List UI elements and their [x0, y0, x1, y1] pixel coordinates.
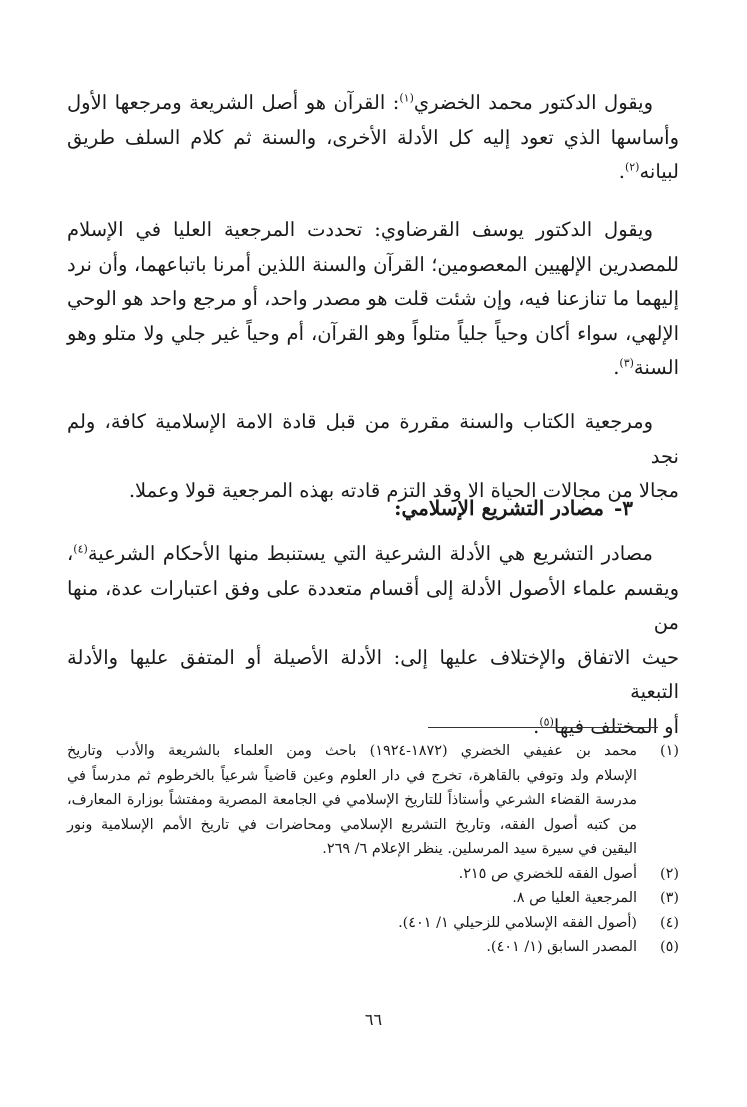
- footnotes: [67, 739, 679, 960]
- text-line: مصادر التشريع هي الأدلة الشرعية التي يستنبط منها الأحكام الشرعية$^{(٤)}$،: [67, 542, 653, 565]
- text-line: مجالا من مجالات الحياة الا وقد التزم قادته بهذه المرجعية قولا وعملا.: [128, 479, 679, 502]
- text-line: ويقول الدكتور يوسف القرضاوي: تحددت المرجعية العليا في الإسلام: [67, 218, 653, 241]
- footnote-number: (٣): [660, 890, 679, 906]
- footnote-line: المصدر السابق (١/ ٤٠١).: [486, 939, 637, 955]
- footnote-number: (٢): [660, 865, 679, 882]
- footnote-line: الإسلام ولد وتوفي بالقاهرة، تخرج في دار العلوم وعين قاضياً شرعياً بالخرطوم ثم مدرساً في: [67, 767, 637, 784]
- text-line: لبيانه$^{(٢)}$.: [618, 160, 679, 183]
- text-line: ويقسم علماء الأصول الأدلة إلى أقسام متعددة على وفق اعتبارات عدة، منها من: [67, 576, 679, 634]
- footnote-ref-3[interactable]: (٣): [619, 356, 634, 370]
- footnote-ref-2[interactable]: (٢): [624, 160, 640, 174]
- page-number: ٦٦: [364, 1010, 383, 1029]
- paragraph-sources: [67, 537, 679, 744]
- footnote-number: (٤): [660, 914, 679, 931]
- footnote-3: [67, 886, 679, 911]
- text-line: السنة$^{(٣)}$.: [613, 356, 679, 379]
- text-line: الإلهي، سواء أكان وحياً جلياً متلواً وهو القرآن، أم وحياً غير جلي ولا متلو وهو: [67, 321, 679, 345]
- text-line: ومرجعية الكتاب والسنة مقررة من قبل قادة الامة الإسلامية كافة، ولم نجد: [67, 410, 679, 468]
- footnote-line: من كتبه أصول الفقه، وتاريخ التشريع الإسلامي ومحاضرات في تاريخ الأمم الإسلامية ونور: [67, 816, 637, 833]
- section-title: مصادر التشريع الإسلامي:: [394, 496, 604, 520]
- text-line: أو المختلف فيها$^{(٥)}$.: [533, 714, 679, 738]
- footnote-line: (أصول الفقه الإسلامي للزحيلي ١/ ٤٠١).: [398, 914, 637, 931]
- footnote-1: [67, 739, 679, 862]
- text-line: ويقول الدكتور محمد الخضري$^{(١)}$: القرآن هو أصل الشريعة ومرجعها الأول: [67, 91, 653, 114]
- footnote-line: مدرسة القضاء الشرعي وأستاذاً للتاريخ الإسلامي في الجامعة المصرية ومفتشاً بوزارة المعارف،: [67, 792, 637, 808]
- section-heading: [394, 491, 633, 525]
- paragraph-khudari-quote: [67, 86, 679, 190]
- text-line: وأساسها الذي تعود إليه كل الأدلة الأخرى، والسنة ثم كلام السلف طريق: [67, 125, 679, 149]
- footnote-4: [67, 911, 679, 936]
- footnote-line: أصول الفقه للخضري ص ٢١٥.: [458, 865, 637, 882]
- footnote-separator: [428, 727, 658, 728]
- footnote-line: المرجعية العليا ص ٨.: [512, 890, 637, 906]
- footnote-number: (٥): [660, 939, 679, 955]
- footnote-line: محمد بن عفيفي الخضري (١٨٧٢-١٩٢٤) باحث ومن العلماء بالشريعة والأدب وتاريخ: [67, 743, 637, 759]
- footnote-5: [67, 935, 679, 960]
- section-number: ٣-: [613, 496, 633, 520]
- footnote-ref-4[interactable]: (٤): [73, 542, 88, 556]
- text-line: حيث الاتفاق والإختلاف عليها إلى: الأدلة الأصيلة أو المتفق عليها والأدلة التبعية: [67, 645, 679, 703]
- footnote-2: [67, 862, 679, 887]
- footnote-line: اليقين في سيرة سيد المرسلين. ينظر الإعلام ٦/ ٢٦٩.: [322, 841, 637, 857]
- text-line: إليهما ما تنازعنا فيه، وإن شئت قلت هو مصدر واحد، أو مرجع واحد هو الوحي: [67, 287, 679, 310]
- footnote-number: (١): [660, 743, 679, 759]
- footnote-ref-1[interactable]: (١): [399, 91, 414, 105]
- paragraph-qaradawi-quote: [67, 213, 679, 386]
- footnote-ref-5[interactable]: (٥): [539, 715, 554, 728]
- text-line: للمصدرين الإلهيين المعصومين؛ القرآن والسنة اللذين أمرنا باتباعهما، وأن نرد: [67, 252, 679, 276]
